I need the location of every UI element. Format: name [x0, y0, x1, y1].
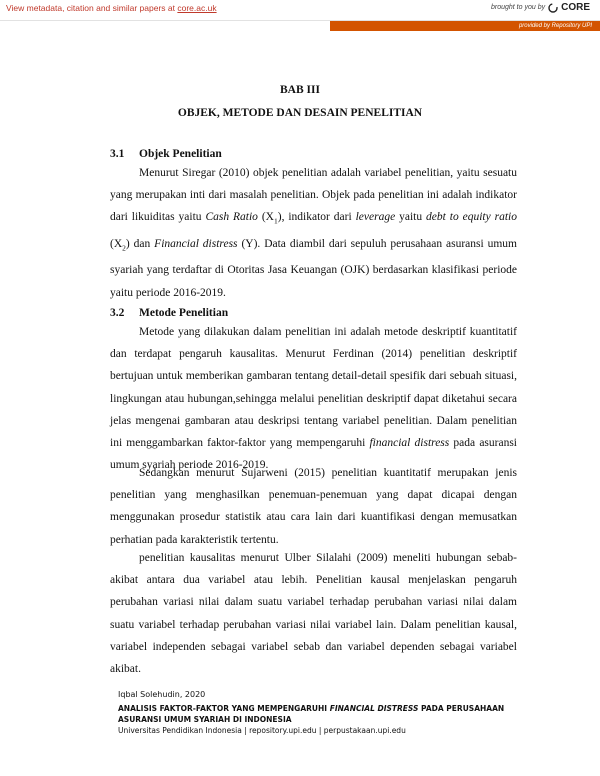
core-link-url[interactable]: core.ac.uk	[177, 3, 217, 13]
text-run: yaitu	[395, 211, 427, 224]
paragraph-objek	[110, 162, 517, 304]
paragraph-kausalitas: penelitian kausalitas menurut Ulber Silalahi (2009) meneliti hubungan sebab-akibat antara dua variabel atau lebih. Penelitian kausal menjelaskan pengaruh perubahan variasi nilai dalam suatu variabel terhadap perubahan variasi nilai dalam suatu variabel terhadap perubahan variasi nilai variabel lain. Dalam penelitian kausal, variabel independen sebagai variabel sebab dan variabel dependen sebagai variabel akibat.	[110, 552, 517, 676]
text-run: (X	[110, 237, 123, 250]
core-logo-icon	[548, 3, 558, 13]
footer-title-italic: FINANCIAL DISTRESS	[329, 704, 419, 713]
section-number: 3.2	[110, 307, 125, 319]
section-number: 3.1	[110, 148, 125, 160]
text-run: (X	[261, 211, 274, 224]
text-italic: financial distress	[369, 437, 450, 450]
footer-institution: Universitas Pendidikan Indonesia | repository.upi.edu | perpustakaan.upi.edu	[118, 726, 406, 735]
core-logo-text: CORE	[561, 2, 590, 13]
page-footer	[118, 689, 558, 736]
text-italic: leverage	[355, 211, 396, 224]
provided-by-text: provided by Repository UPI	[518, 23, 592, 29]
section-title: Metode Penelitian	[139, 307, 229, 319]
text-run: Metode yang dilakukan dalam penelitian ini adalah metode deskriptif kuantitatif dan terdapat pengaruh kausalitas. Menurut Ferdinan (2014) penelitian deskriptif bertujuan untuk memberikan gambaran tentang detail-detail spesifik dari sebuah situasi, lingkungan atau hubungan,sehingga melalui penelitian deskriptif dapat diketahui secara jelas mengenai gambaran atau deskripsi tentang variabel penelitian. Dalam penelitian ini menggambarkan faktor-faktor yang mempengaruhi	[110, 326, 517, 450]
core-brought-by[interactable]	[491, 2, 590, 13]
section-heading-3-1	[110, 148, 222, 160]
text-run: ) dan	[125, 237, 155, 250]
brought-by-text: brought to you by	[491, 4, 546, 11]
section-title: Objek Penelitian	[139, 148, 222, 160]
text-run: pada asuransi umum syariah periode 2016-2019.	[110, 437, 517, 472]
text-italic: debt to equity ratio	[426, 211, 517, 224]
text-run: ), indikator dari	[277, 211, 356, 224]
core-metadata-link[interactable]	[6, 3, 217, 13]
text-italic: Financial distress	[154, 237, 238, 250]
chapter-heading: BAB III	[280, 84, 320, 96]
page-title: OBJEK, METODE DAN DESAIN PENELITIAN	[177, 107, 423, 119]
subscript: 2	[122, 243, 126, 253]
footer-title-run: ANALISIS FAKTOR-FAKTOR YANG MEMPENGARUHI	[118, 704, 330, 713]
footer-author: Iqbal Solehudin, 2020	[118, 690, 206, 699]
section-heading-3-2	[110, 307, 228, 319]
footer-title	[118, 704, 504, 713]
text-run: Menurut Siregar (2010) objek penelitian adalah variabel penelitian, yaitu sesuatu yang merupakan inti dari masalah penelitian. Objek pada penelitian ini adalah indikator dari likuiditas yaitu	[110, 167, 517, 224]
core-banner	[0, 0, 600, 21]
paragraph-metode	[110, 321, 517, 476]
footer-title-line2: ASURANSI UMUM SYARIAH DI INDONESIA	[118, 715, 292, 724]
core-link-prefix: View metadata, citation and similar papers at	[6, 3, 175, 13]
subscript: 1	[273, 216, 278, 226]
paragraph-kuantitatif: Sedangkan menurut Sujarweni (2015) penelitian kuantitatif merupakan jenis penelitian yang menghasilkan penemuan-penemuan yang dapat dicapai dengan menggunakan prosedur statistik atau cara lain dari kuantifikasi dengan memusatkan perhatian pada karakteristik tertentu.	[110, 467, 517, 546]
footer-title-run: PADA PERUSAHAAN	[418, 704, 505, 713]
text-run: (Y). Data diambil dari sepuluh perusahaan asuransi umum syariah yang terdaftar di Otoritas Jasa Keuangan (OJK) berdasarkan klasifikasi periode yaitu periode 2016-2019.	[110, 237, 518, 299]
text-italic: Cash Ratio	[205, 211, 258, 224]
provided-by-bar[interactable]	[330, 21, 600, 31]
